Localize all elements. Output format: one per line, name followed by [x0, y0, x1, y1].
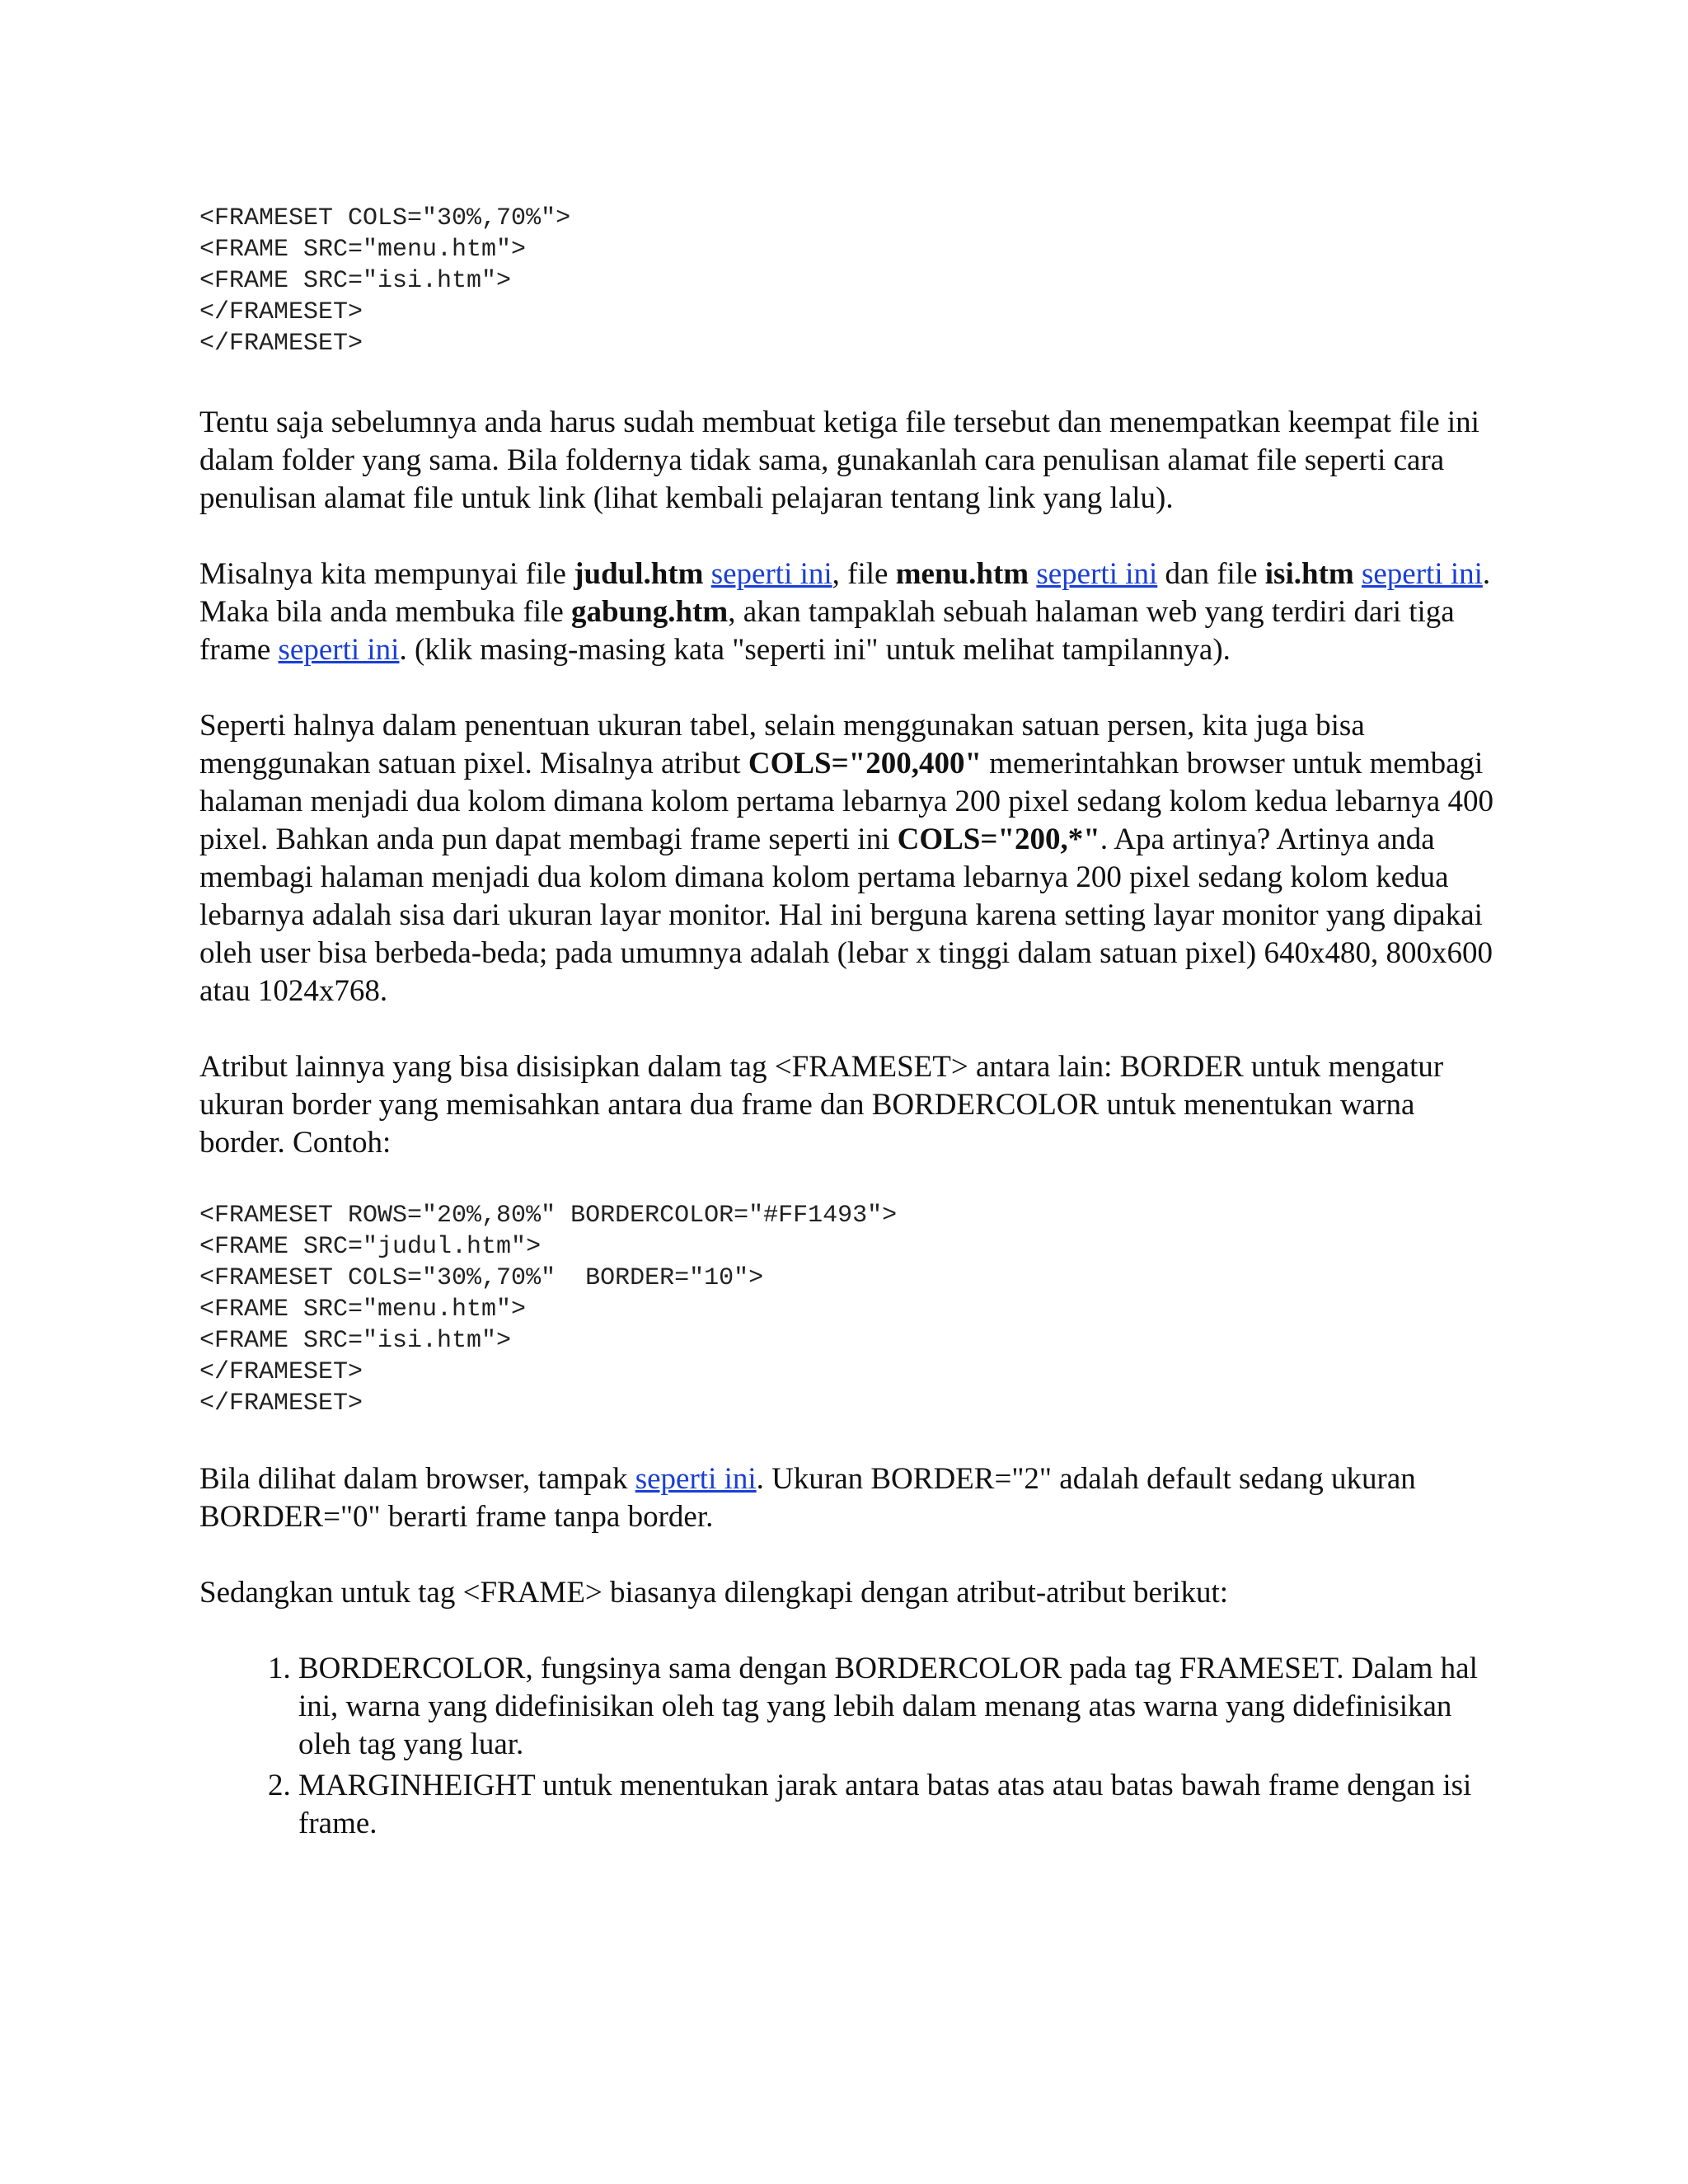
text: . Ukuran BORDER="2" adalah default sedang ukuran BORDER="0" berarti frame tanpa border.: [199, 1462, 1416, 1534]
text: memerintahkan browser untuk membagi halaman menjadi dua kolom dimana kolom pertama lebarnya 200 pixel sedang kolom kedua lebarnya 400 pixel. Bahkan anda pun dapat membagi frame seperti ini: [199, 747, 1493, 856]
code-line: <FRAME SRC="menu.htm">: [199, 236, 527, 264]
paragraph-example-files: [199, 555, 1493, 669]
code-line: <FRAME SRC="isi.htm">: [199, 1327, 512, 1355]
code-cols-200-400: COLS="200,400": [748, 747, 982, 780]
code-cols-200-star: COLS="200,*": [897, 823, 1100, 856]
text: Bila dilihat dalam browser, tampak: [199, 1462, 635, 1496]
filename-menu: menu.htm: [895, 557, 1029, 591]
text: . (klik masing-masing kata "seperti ini" untuk melihat tampilannya).: [399, 633, 1231, 667]
paragraph-pixel-units: [199, 707, 1493, 1010]
frame-attribute-list: [199, 1650, 1493, 1843]
text: , akan tampaklah sebuah halaman web yang terdiri dari tiga frame: [199, 595, 1455, 667]
code-line: <FRAME SRC="isi.htm">: [199, 267, 512, 295]
paragraph-frame-attributes: Sedangkan untuk tag <FRAME> biasanya dilengkapi dengan atribut-atribut berikut:: [199, 1576, 1229, 1610]
link-seperti-ini-isi[interactable]: seperti ini: [1361, 557, 1483, 591]
text: , file: [832, 557, 896, 591]
link-seperti-ini-gabung[interactable]: seperti ini: [278, 633, 400, 667]
link-seperti-ini-menu[interactable]: seperti ini: [1036, 557, 1158, 591]
list-item: 2. MARGINHEIGHT untuk menentukan jarak antara batas atas atau batas bawah frame dengan isi frame.: [298, 1767, 1493, 1843]
link-seperti-ini-border[interactable]: seperti ini: [635, 1462, 757, 1496]
list-item: 1. BORDERCOLOR, fungsinya sama dengan BORDERCOLOR pada tag FRAMESET. Dalam hal ini, warna yang didefinisikan oleh tag yang lebih dalam menang atas warna yang didefinisikan oleh tag yang luar.: [298, 1650, 1493, 1764]
text: . Apa artinya? Artinya anda membagi halaman menjadi dua kolom dimana kolom pertama lebarnya 200 pixel sedang kolom kedua lebarnya adalah sisa dari ukuran layar monitor. Hal ini berguna karena setting layar monitor yang dipakai oleh user bisa berbeda-beda; pada umumnya adalah (lebar x tinggi dalam satuan pixel) 640x480, 800x600 atau 1024x768.: [199, 823, 1493, 1008]
filename-judul: judul.htm: [574, 557, 704, 591]
code-block-frameset-border: [199, 1200, 1493, 1419]
text: dan file: [1157, 557, 1265, 591]
document-page: [199, 203, 1493, 1846]
filename-isi: isi.htm: [1264, 557, 1354, 591]
code-line: </FRAMESET>: [199, 1358, 363, 1386]
paragraph-frameset-attributes: Atribut lainnya yang bisa disisipkan dalam tag <FRAMESET> antara lain: BORDER untuk mengatur ukuran border yang memisahkan antara dua frame dan BORDERCOLOR untuk menentukan warna border. Contoh:: [199, 1050, 1444, 1160]
code-line: <FRAME SRC="menu.htm">: [199, 1296, 527, 1324]
code-line: <FRAME SRC="judul.htm">: [199, 1233, 542, 1261]
code-block-frameset-cols: [199, 203, 1493, 359]
code-line: </FRAMESET>: [199, 330, 363, 358]
filename-gabung: gabung.htm: [571, 595, 729, 629]
code-line: </FRAMESET>: [199, 298, 363, 326]
text: Misalnya kita mempunyai file: [199, 557, 574, 591]
paragraph-file-location: Tentu saja sebelumnya anda harus sudah membuat ketiga file tersebut dan menempatkan keempat file ini dalam folder yang sama. Bila foldernya tidak sama, gunakanlah cara penulisan alamat file seperti cara penulisan alamat file untuk link (lihat kembali pelajaran tentang link yang lalu).: [199, 405, 1479, 515]
code-line: <FRAMESET COLS="30%,70%">: [199, 204, 571, 232]
text: Seperti halnya dalam penentuan ukuran tabel, selain menggunakan satuan persen, kita juga bisa menggunakan satuan pixel. Misalnya atribut: [199, 709, 1365, 780]
link-seperti-ini-judul[interactable]: seperti ini: [710, 557, 832, 591]
code-line: <FRAMESET ROWS="20%,80%" BORDERCOLOR="#FF1493">: [199, 1202, 898, 1230]
paragraph-border-default: [199, 1460, 1493, 1536]
text: . Maka bila anda membuka file: [199, 557, 1491, 629]
code-line: </FRAMESET>: [199, 1390, 363, 1418]
code-line: <FRAMESET COLS="30%,70%" BORDER="10">: [199, 1264, 764, 1292]
